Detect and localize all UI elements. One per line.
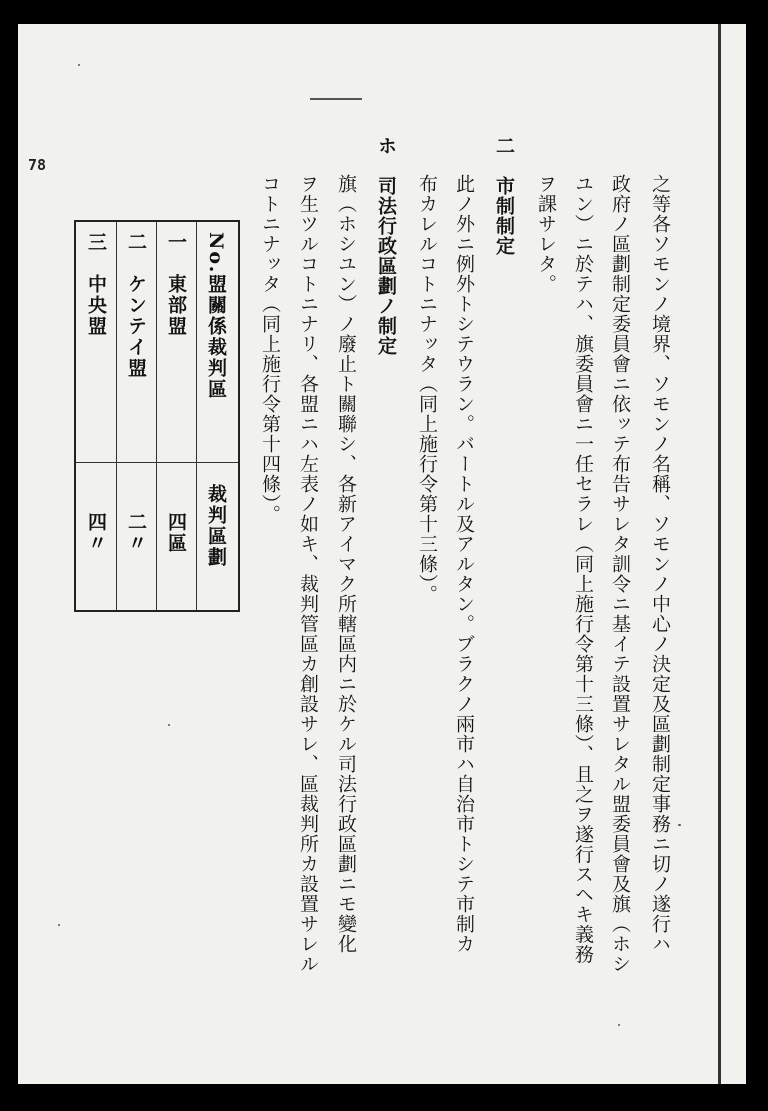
table-header-no: No.	[205, 232, 227, 275]
top-rule	[310, 98, 362, 100]
page-number: 78	[28, 156, 47, 174]
text-column-8: ヲ生ツルコトニナリ、各盟ニハ左表ノ如キ、裁判管區カ創設サレ、區裁判所カ設置サレル	[297, 174, 319, 974]
table-row-name: 東部盟	[165, 274, 187, 337]
text-column-1: 之等各ソモンノ境界、ソモンノ名稱、ソモンノ中心ノ決定及區劃制定事務ニ切ノ遂行ハ	[649, 174, 671, 954]
scan-speck	[58, 924, 60, 926]
table-row-no: 一	[165, 232, 187, 253]
table-divider	[76, 462, 238, 463]
table-row-name: ケンテイ盟	[125, 274, 147, 379]
table-row-count: 四〃	[85, 512, 107, 554]
table-row-count: 四區	[165, 512, 187, 554]
table-header-name: 盟關係裁判區	[205, 274, 227, 400]
table-header-count: 裁判區劃	[205, 484, 227, 568]
scan-speck	[78, 64, 80, 66]
section-heading-city: 二 市制制定	[493, 136, 515, 256]
table-row-no: 三	[85, 232, 107, 253]
text-column-4: ヲ課サレタ。	[535, 174, 557, 294]
page-edge	[718, 24, 721, 1084]
scan-speck	[618, 1024, 620, 1026]
text-column-5: 此ノ外ニ例外トシテウラン。バートル及アルタン。ブラクノ兩市ハ自治市トシテ市制カ	[453, 174, 475, 954]
judicial-district-table	[74, 220, 240, 612]
text-column-6: 布カレルコトニナッタ（同上施行令第十三條）。	[416, 174, 438, 605]
scan-speck	[168, 724, 170, 726]
table-row-no: 二	[125, 232, 147, 253]
text-column-9: コトニナッタ（同上施行令第十四條）。	[259, 174, 281, 525]
text-column-3: ユン）ニ於テハ、旗委員會ニ一任セラレ（同上施行令第十三條）、且之ヲ遂行スヘキ義務	[572, 174, 594, 965]
document-page	[18, 24, 746, 1084]
table-row-count: 二〃	[125, 512, 147, 554]
table-column-line	[116, 222, 117, 610]
table-column-line	[156, 222, 157, 610]
table-row-name: 中央盟	[85, 274, 107, 337]
scan-speck	[678, 824, 681, 826]
section-heading-judicial: ホ 司法行政區劃ノ制定	[375, 136, 397, 356]
table-column-line	[196, 222, 197, 610]
text-column-7: 旗（ホシユン）ノ廢止ト關聯シ、各新アイマク所轄區内ニ於ケル司法行政區劃ニモ變化	[335, 174, 357, 954]
text-column-2: 政府ノ區劃制定委員會ニ依ッテ布告サレタ訓令ニ基イテ設置サレタル盟委員會及旗（ホシ	[609, 174, 631, 974]
